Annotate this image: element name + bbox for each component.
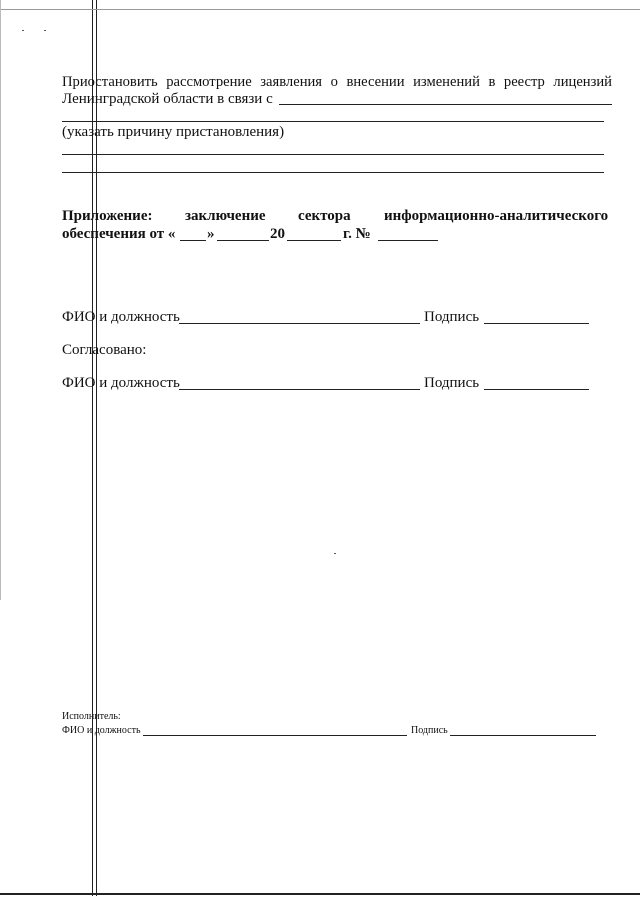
attachment-word-2: сектора xyxy=(298,208,351,224)
reason-line-1 xyxy=(279,104,612,105)
attachment-month-line xyxy=(217,240,269,241)
attachment-word-3: информационно-аналитического xyxy=(384,208,609,224)
attachment-line2-b: » xyxy=(207,226,215,242)
attachment-year-line xyxy=(287,240,341,241)
attachment-line2-a: обеспечения от « xyxy=(62,226,176,242)
signer1-fio-line xyxy=(179,323,420,324)
attachment-line2-c: 20 xyxy=(270,226,285,242)
attachment-label: Приложение: xyxy=(62,208,153,224)
reason-line-3 xyxy=(62,154,604,155)
executor-sign-line xyxy=(450,735,596,736)
attachment-word-1: заключение xyxy=(185,208,266,224)
attachment-number-line xyxy=(378,240,438,241)
decision-text-line-1: Приостановить рассмотрение заявления о внесении изменений в реестр лицензий xyxy=(62,74,612,90)
signer2-fio-label: ФИО и должность xyxy=(62,375,180,391)
scan-speck xyxy=(22,30,24,31)
signer2-sign-label: Подпись xyxy=(424,375,480,391)
signer2-sign-line xyxy=(484,389,589,390)
scan-speck xyxy=(334,553,336,554)
scan-top-edge xyxy=(0,9,640,10)
scan-speck xyxy=(44,30,46,31)
signer1-sign-line xyxy=(484,323,589,324)
scan-left-edge xyxy=(0,0,1,600)
agreed-label: Согласовано: xyxy=(62,342,147,358)
reason-hint: (указать причину пристановления) xyxy=(62,124,285,140)
reason-line-4 xyxy=(62,172,604,173)
decision-text-line-2: Ленинградской области в связи с xyxy=(62,91,273,107)
executor-label: Исполнитель: xyxy=(62,711,121,722)
attachment-day-line xyxy=(180,240,206,241)
scan-bottom-edge xyxy=(0,893,640,895)
signer1-sign-label: Подпись xyxy=(424,309,480,325)
executor-fio-label: ФИО и должность xyxy=(62,725,141,736)
executor-sign-label: Подпись xyxy=(411,725,448,736)
attachment-line2-d: г. № xyxy=(343,226,371,242)
signer1-fio-label: ФИО и должность xyxy=(62,309,180,325)
executor-fio-line xyxy=(143,735,407,736)
reason-line-2 xyxy=(62,121,604,122)
signer2-fio-line xyxy=(179,389,420,390)
